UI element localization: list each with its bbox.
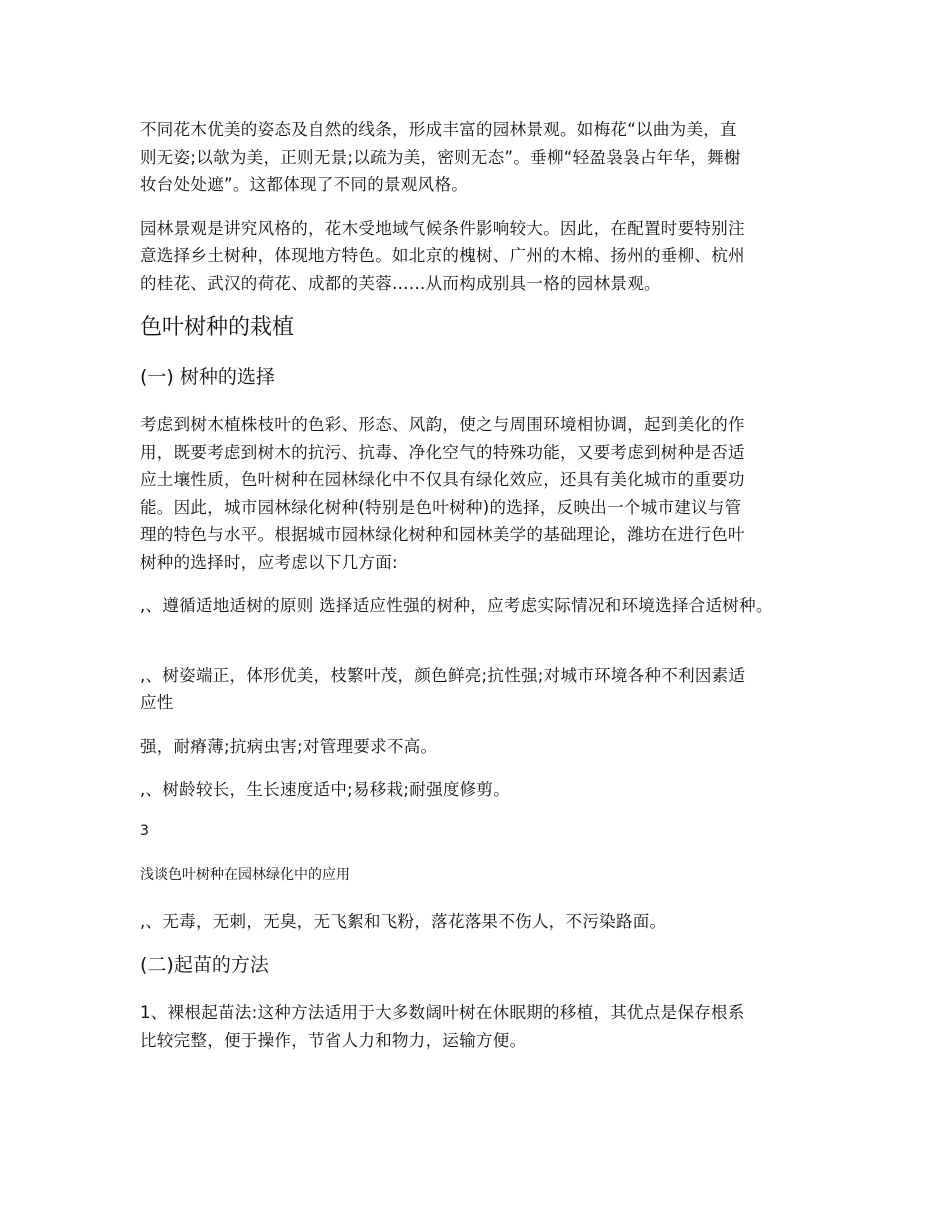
- list-item-non-toxic: ,、无毒，无刺，无臭，无飞絮和飞粉，落花落果不伤人，不污染路面。: [140, 911, 667, 931]
- list-item-longevity: ,、树龄较长，生长速度适中;易移栽;耐强度修剪。: [140, 780, 511, 799]
- paragraph-landscape-style: 园林景观是讲究风格的，花木受地域气候条件影响较大。因此，在配置时要特别注 意选择乡土树种，体现地方特色。如北京的槐树、广州的木棉、扬州的垂柳、杭州 的桂花、武汉的荷花、成都的芙蓉……从而构成别具一格的园林景观。: [140, 218, 745, 293]
- paragraph-selection-considerations: 考虑到树木植株枝叶的色彩、形态、风韵，使之与周围环境相协调，起到美化的作 用，既要考虑到树木的抗污、抗毒、净化空气的特殊功能，又要考虑到树种是否适 应土壤性质，色叶树种在园林绿化中不仅具有绿化效应，还具有美化城市的重要功 能。因此，城市园林绿化树种(特别是色叶树种)的选择，反映出一个城市建议与管 理的特色与水平。根据城市园林绿化树种和园林美学的基础理论，潍坊在进行色叶 树种的选择时，应考虑以下几方面:: [140, 415, 745, 572]
- list-item-suitable-site: ,、遵循适地适树的原则 选择适应性强的树种，应考虑实际情况和环境选择合适树种。: [140, 596, 773, 615]
- paragraph-bare-root-lifting: 1、裸根起苗法:这种方法适用于大多数阔叶树在休眠期的移植，其优点是保存根系 比较完整，便于操作，节省人力和物力，运输方便。: [140, 1003, 745, 1050]
- list-item-tree-form-continued: 强，耐瘠薄;抗病虫害;对管理要求不高。: [140, 736, 438, 756]
- subheading-tree-selection: (一) 树种的选择: [140, 366, 275, 388]
- running-title: 浅谈色叶树种在园林绿化中的应用: [140, 866, 350, 883]
- list-item-tree-form: ,、树姿端正，体形优美，枝繁叶茂，颜色鲜亮;抗性强;对城市环境各种不利因素适 应性: [140, 665, 746, 712]
- document-page: [140, 116, 830, 1070]
- paragraph-plum-willow: 不同花木优美的姿态及自然的线条，形成丰富的园林景观。如梅花“以曲为美，直 则无姿;以欹为美，正则无景;以疏为美，密则无态”。垂柳“轻盈袅袅占年华，舞榭 妆台处处遮”。这都体现了不同的景观风格。: [140, 120, 741, 194]
- page-number: 3: [140, 822, 149, 839]
- subheading-lifting-method: (二)起苗的方法: [140, 954, 269, 976]
- section-heading-colored-leaf-planting: 色叶树种的栽植: [140, 315, 295, 340]
